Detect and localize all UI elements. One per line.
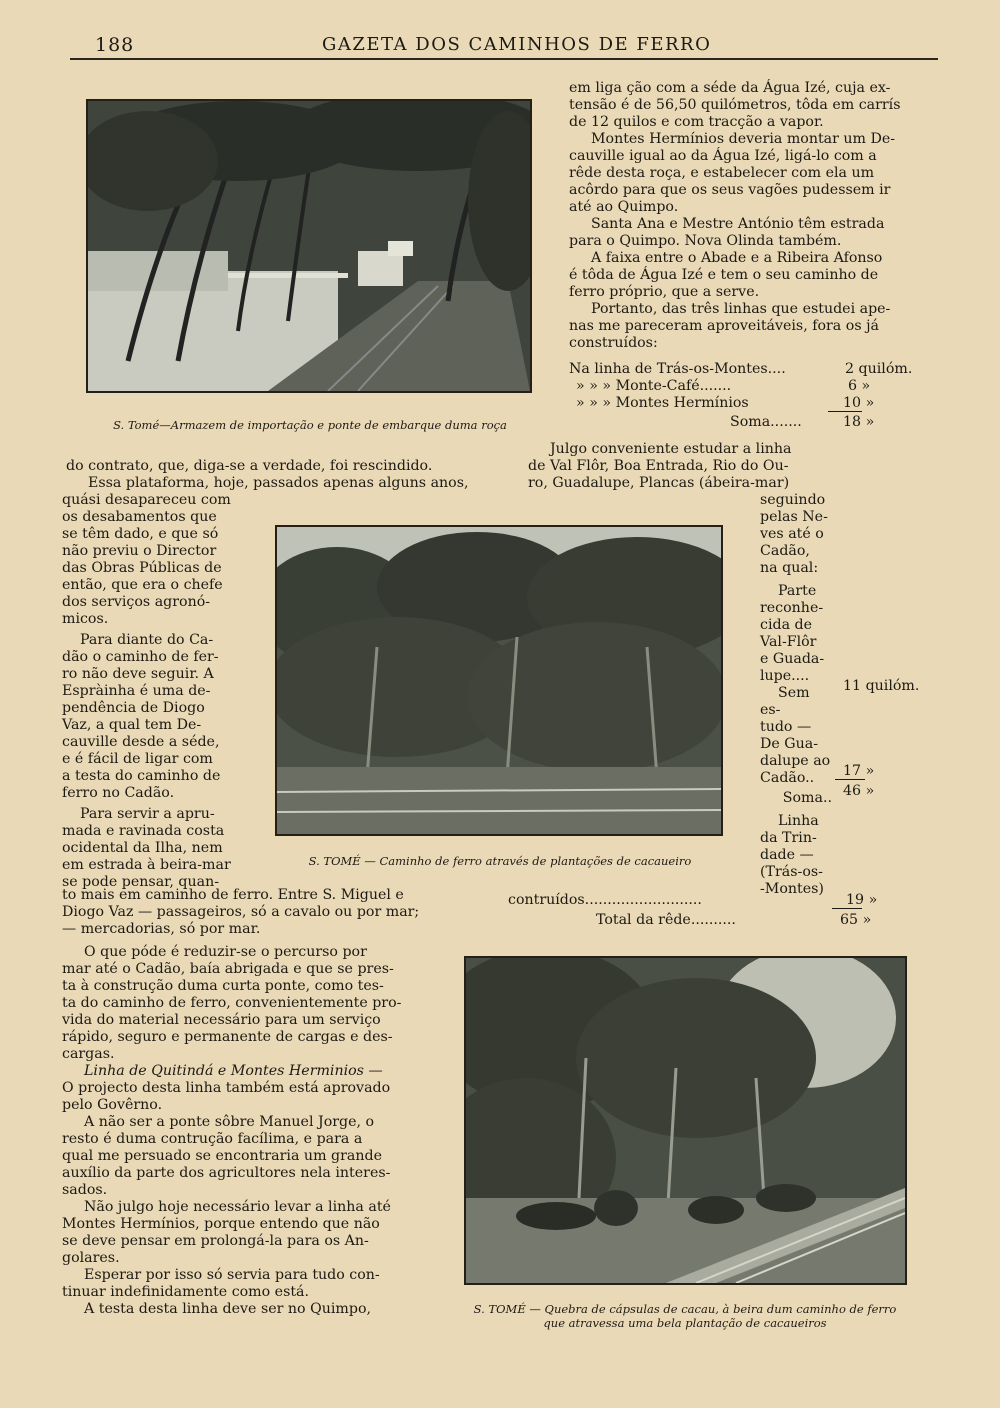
text-line: então, que era o chefe <box>62 577 223 593</box>
photo-railway-cacao <box>275 525 723 836</box>
lines-table-row <box>576 395 749 412</box>
text-line: Portanto, das três linhas que estudei ape- <box>591 301 891 317</box>
text-line: dos serviços agronó- <box>62 594 211 610</box>
text-line: se pode pensar, quan- <box>62 874 220 890</box>
text-line: O projecto desta linha também está aprovado <box>62 1080 391 1096</box>
text-line: pelo Govêrno. <box>62 1097 163 1113</box>
text-line: Diogo Vaz — passageiros, só a cavalo ou por mar; <box>62 904 420 920</box>
sum-rule <box>828 411 862 412</box>
text-line: mada e ravinada costa <box>62 823 225 839</box>
lines-table-value: 10 » <box>843 395 875 411</box>
text-line: até ao Quimpo. <box>569 199 679 215</box>
text-line: mar até o Cadão, baía abrigada e que se pres- <box>62 961 394 977</box>
text-line: reconhe- <box>760 600 824 616</box>
text-line: pelas Ne- <box>760 509 828 525</box>
lines-table-label: » » » Monte-Café....... <box>576 378 732 394</box>
text-line: de Val Flôr, Boa Entrada, Rio do Ou- <box>528 458 789 474</box>
header-rule <box>70 58 938 60</box>
text-line: Para servir a apru- <box>80 806 215 822</box>
text-line: Soma.. <box>782 790 832 806</box>
text-line: micos. <box>62 611 109 627</box>
text-line: Essa plataforma, hoje, passados apenas alguns anos, <box>88 475 469 491</box>
text-line: to mais em caminho de ferro. Entre S. Miguel e <box>62 887 404 903</box>
text-line: Para diante do Ca- <box>80 632 214 648</box>
text-line: Parte <box>778 583 817 599</box>
text-line: das Obras Públicas de <box>62 560 222 576</box>
text-line: ferro no Cadão. <box>62 785 175 801</box>
text-line: O que póde é reduzir-se o percurso por <box>84 944 367 960</box>
lines-table-value: 6 » <box>848 378 871 394</box>
text-line: sados. <box>62 1182 108 1198</box>
lines-table-row <box>576 378 731 395</box>
text-line: pendência de Diogo <box>62 700 205 716</box>
text-line: de 12 quilos e com tracção a vapor. <box>569 114 824 130</box>
parte-value: 11 quilóm. <box>843 678 920 694</box>
left-narrow-column <box>62 492 240 891</box>
text-line: resto é duma contrução facílima, e para a <box>62 1131 363 1147</box>
text-line: A testa desta linha deve ser no Quimpo, <box>84 1301 371 1317</box>
left-column-mid <box>62 887 487 938</box>
text-line: golares. <box>62 1250 120 1266</box>
text-line: Cadão, <box>760 543 810 559</box>
page-number: 188 <box>95 34 135 56</box>
lines-table-label: Soma....... <box>730 414 802 430</box>
text-line: se têm dado, e que só <box>62 526 219 542</box>
text-line: se deve pensar em prolongá-la para os An- <box>62 1233 369 1249</box>
text-line: da Trin- <box>760 830 817 846</box>
text-line: Espràinha é uma de- <box>62 683 211 699</box>
total-value: 65 » <box>840 912 872 928</box>
lines-table-value: 2 quilóm. <box>845 361 913 377</box>
text-line: é tôda de Água Izé e tem o seu caminho de <box>569 267 879 283</box>
right-narrow-column <box>760 492 832 898</box>
right-column-mid <box>528 441 833 492</box>
sum-rule <box>832 908 862 909</box>
text-line: na qual: <box>760 560 819 576</box>
text-line: tudo — <box>760 719 812 735</box>
photo-railway-cacao-image <box>277 527 721 834</box>
text-line: A não ser a ponte sôbre Manuel Jorge, o <box>84 1114 375 1130</box>
text-line: lupe.... <box>760 668 810 684</box>
text-line: rêde desta roça, e estabelecer com ela um <box>569 165 875 181</box>
text-line: ro, Guadalupe, Plancas (ábeira-mar) <box>528 475 790 491</box>
text-line: Montes Hermínios, porque entendo que não <box>62 1216 380 1232</box>
sem-estudo-value: 17 » <box>843 763 875 779</box>
text-line: dão o caminho de fer- <box>62 649 219 665</box>
text-line: rápido, seguro e permanente de cargas e des- <box>62 1029 393 1045</box>
text-line: ferro próprio, que a serve. <box>569 284 760 300</box>
left-column-bottom <box>62 944 432 1318</box>
sum-rule <box>835 779 865 780</box>
text-line: ro não deve seguir. A <box>62 666 214 682</box>
photo1-caption: S. Tomé—Armazem de importação e ponte de embarque duma roça <box>113 418 507 432</box>
photo3-caption-line2: que atravessa uma bela plantação de cacaueiros <box>543 1316 827 1330</box>
text-line: a testa do caminho de <box>62 768 221 784</box>
soma-value: 46 » <box>843 783 875 799</box>
photo3-caption-line1: S. TOMÉ — Quebra de cápsulas de cacau, à beira dum caminho de ferro <box>473 1302 897 1316</box>
text-line: dalupe ao <box>760 753 831 769</box>
text-line: ves até o <box>760 526 824 542</box>
lines-table-row <box>730 414 802 431</box>
text-line: e Guada- <box>760 651 825 667</box>
text-line: — mercadorias, só por mar. <box>62 921 261 937</box>
text-line: Cadão.. <box>760 770 815 786</box>
text-line: nas me pareceram aproveitáveis, fora os já <box>569 318 879 334</box>
text-line: cauville desde a séde, <box>62 734 220 750</box>
lines-table-value: 18 » <box>843 414 875 430</box>
text-line: Esperar por isso só servia para tudo con- <box>84 1267 380 1283</box>
text-line: Montes Hermínios deveria montar um De- <box>591 131 896 147</box>
text-line: ta do caminho de ferro, convenientemente pro- <box>62 995 402 1011</box>
text-line: construídos: <box>569 335 658 351</box>
photo2-caption: S. TOMÉ — Caminho de ferro através de plantações de cacaueiro <box>308 854 692 868</box>
text-line: quási desapareceu com <box>62 492 231 508</box>
text-line: não previu o Director <box>62 543 217 559</box>
text-line: e é fácil de ligar com <box>62 751 213 767</box>
left-column-top <box>66 458 491 492</box>
text-line: seguindo <box>760 492 826 508</box>
text-line: do contrato, que, diga-se a verdade, foi rescindido. <box>66 458 433 474</box>
text-line: os desabamentos que <box>62 509 217 525</box>
text-line: cauville igual ao da Água Izé, ligá-lo com a <box>569 148 877 164</box>
text-line: em estrada à beira-mar <box>62 857 231 873</box>
text-line: Sem es- <box>760 685 810 718</box>
text-line: De Gua- <box>760 736 819 752</box>
text-line: A faixa entre o Abade e a Ribeira Afonso <box>591 250 883 266</box>
right-column-top <box>569 80 938 352</box>
lines-table-row <box>569 361 786 378</box>
text-line: cargas. <box>62 1046 115 1062</box>
text-line: (Trás-os- <box>760 864 823 880</box>
photo-warehouse-palms-image <box>88 101 530 391</box>
total-label: Total da rêde.......... <box>596 912 736 928</box>
text-line: para o Quimpo. Nova Olinda também. <box>569 233 842 249</box>
text-line: em liga ção com a séde da Água Izé, cuja ex- <box>569 80 891 96</box>
photo-warehouse-palms <box>86 99 532 393</box>
text-line: Val-Flôr <box>760 634 817 650</box>
text-line: qual me persuado se encontraria um grande <box>62 1148 382 1164</box>
text-line: cida de <box>760 617 813 633</box>
photo-cacao-breaking-image <box>466 958 905 1283</box>
contruidos-value: 19 » <box>846 892 878 908</box>
text-line: tensão é de 56,50 quilómetros, tôda em carrís <box>569 97 901 113</box>
section-heading: Linha de Quitindá e Montes Herminios — <box>84 1063 383 1079</box>
text-line: auxílio da parte dos agricultores nela interes- <box>62 1165 391 1181</box>
text-line: -Montes) <box>760 881 824 897</box>
text-line: vida do material necessário para um serviço <box>62 1012 381 1028</box>
text-line: ocidental da Ilha, nem <box>62 840 223 856</box>
text-line: acôrdo para que os seus vagões pudessem ir <box>569 182 891 198</box>
publication-title: GAZETA DOS CAMINHOS DE FERRO <box>322 34 712 55</box>
contruidos-label: contruídos.......................... <box>508 892 702 908</box>
text-line: dade — <box>760 847 814 863</box>
text-line: Santa Ana e Mestre António têm estrada <box>591 216 885 232</box>
text-line: tinuar indefinidamente como está. <box>62 1284 310 1300</box>
text-line: ta à construção duma curta ponte, como tes- <box>62 978 384 994</box>
text-line: Linha <box>778 813 819 829</box>
lines-table-label: Na linha de Trás-os-Montes.... <box>569 361 786 377</box>
text-line: Julgo conveniente estudar a linha <box>550 441 792 457</box>
text-line: Não julgo hoje necessário levar a linha até <box>84 1199 391 1215</box>
lines-table-label: » » » Montes Hermínios <box>576 395 749 411</box>
photo-cacao-breaking <box>464 956 907 1285</box>
text-line: Vaz, a qual tem De- <box>62 717 202 733</box>
